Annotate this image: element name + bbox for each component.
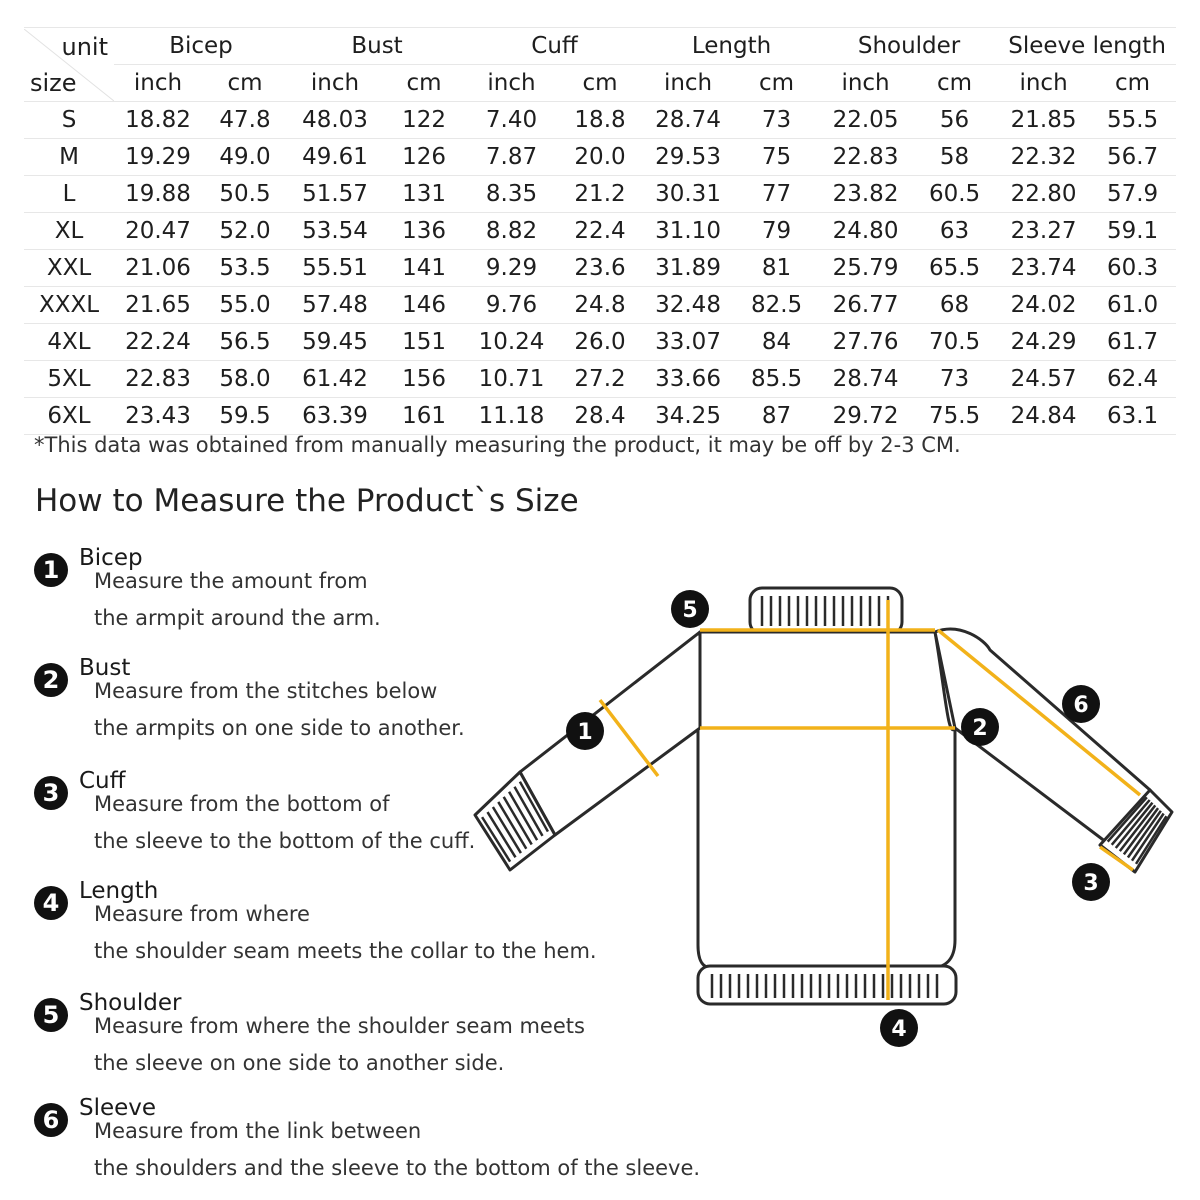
col-header: Shoulder	[820, 28, 998, 65]
table-row	[24, 176, 1176, 213]
step-description-line: Measure from where the shoulder seam meets	[94, 1014, 585, 1038]
step-number-icon: 2	[34, 663, 68, 697]
value-cell: 31.10	[643, 213, 733, 250]
badge-shoulder	[671, 590, 709, 628]
value-cell: 27.76	[820, 324, 911, 361]
value-cell: 56.7	[1089, 139, 1176, 176]
value-cell: 49.61	[288, 139, 382, 176]
value-cell: 18.82	[114, 102, 202, 139]
size-cell: M	[24, 139, 114, 176]
value-cell: 82.5	[733, 287, 820, 324]
table-row	[24, 213, 1176, 250]
section-title: How to Measure the Product`s Size	[35, 483, 579, 519]
value-cell: 24.29	[998, 324, 1089, 361]
value-cell: 30.31	[643, 176, 733, 213]
value-cell: 55.0	[202, 287, 288, 324]
value-cell: 22.05	[820, 102, 911, 139]
value-cell: 58.0	[202, 361, 288, 398]
value-cell: 22.83	[114, 361, 202, 398]
step-description-line: the armpit around the arm.	[94, 606, 381, 630]
value-cell: 141	[382, 250, 466, 287]
value-cell: 19.88	[114, 176, 202, 213]
value-cell: 23.82	[820, 176, 911, 213]
value-cell: 47.8	[202, 102, 288, 139]
size-cell: XXXL	[24, 287, 114, 324]
value-cell: 84	[733, 324, 820, 361]
unit-header-cell: inch	[643, 65, 733, 102]
col-header: Length	[643, 28, 820, 65]
unit-header-cell: inch	[114, 65, 202, 102]
unit-header-cell: cm	[911, 65, 998, 102]
value-cell: 73	[911, 361, 998, 398]
table-row	[24, 324, 1176, 361]
badge-sleeve	[1062, 685, 1100, 723]
badge-label: 1	[577, 720, 593, 745]
value-cell: 28.74	[643, 102, 733, 139]
value-cell: 34.25	[643, 398, 733, 435]
step-description-line: Measure from the stitches below	[94, 679, 438, 703]
value-cell: 10.71	[466, 361, 557, 398]
value-cell: 61.0	[1089, 287, 1176, 324]
col-header: Sleeve length	[998, 28, 1176, 65]
badge-label: 4	[891, 1017, 907, 1042]
sweater-outline	[475, 588, 1172, 1004]
value-cell: 23.43	[114, 398, 202, 435]
badge-label: 3	[1083, 871, 1099, 896]
value-cell: 20.0	[557, 139, 643, 176]
value-cell: 63.39	[288, 398, 382, 435]
step-title: Shoulder	[79, 990, 182, 1016]
step-title: Length	[79, 878, 159, 904]
value-cell: 21.85	[998, 102, 1089, 139]
value-cell: 32.48	[643, 287, 733, 324]
col-header: Bust	[288, 28, 466, 65]
value-cell: 31.89	[643, 250, 733, 287]
value-cell: 26.77	[820, 287, 911, 324]
step-number-icon: 5	[34, 998, 68, 1032]
value-cell: 77	[733, 176, 820, 213]
value-cell: 23.27	[998, 213, 1089, 250]
value-cell: 56	[911, 102, 998, 139]
value-cell: 60.3	[1089, 250, 1176, 287]
value-cell: 33.07	[643, 324, 733, 361]
value-cell: 22.4	[557, 213, 643, 250]
value-cell: 56.5	[202, 324, 288, 361]
size-cell: 5XL	[24, 361, 114, 398]
unit-header-cell: cm	[557, 65, 643, 102]
value-cell: 24.80	[820, 213, 911, 250]
value-cell: 21.2	[557, 176, 643, 213]
step-description-line: Measure from where	[94, 902, 310, 926]
value-cell: 29.53	[643, 139, 733, 176]
step-number-icon: 6	[34, 1103, 68, 1137]
value-cell: 53.5	[202, 250, 288, 287]
value-cell: 151	[382, 324, 466, 361]
value-cell: 53.54	[288, 213, 382, 250]
step-description-line: Measure from the link between	[94, 1119, 422, 1143]
size-cell: 6XL	[24, 398, 114, 435]
table-unit-row	[24, 65, 1176, 102]
table-row	[24, 139, 1176, 176]
unit-header-cell: cm	[1089, 65, 1176, 102]
value-cell: 23.74	[998, 250, 1089, 287]
step-number-icon: 4	[34, 886, 68, 920]
value-cell: 68	[911, 287, 998, 324]
value-cell: 146	[382, 287, 466, 324]
unit-header-cell: cm	[733, 65, 820, 102]
value-cell: 70.5	[911, 324, 998, 361]
value-cell: 65.5	[911, 250, 998, 287]
value-cell: 21.65	[114, 287, 202, 324]
step-description-line: the sleeve to the bottom of the cuff.	[94, 829, 476, 853]
value-cell: 59.45	[288, 324, 382, 361]
step-description-line: the armpits on one side to another.	[94, 716, 465, 740]
unit-header-cell: cm	[382, 65, 466, 102]
value-cell: 23.6	[557, 250, 643, 287]
value-cell: 20.47	[114, 213, 202, 250]
value-cell: 24.02	[998, 287, 1089, 324]
badge-label: 6	[1073, 693, 1089, 718]
value-cell: 59.1	[1089, 213, 1176, 250]
value-cell: 55.51	[288, 250, 382, 287]
size-cell: 4XL	[24, 324, 114, 361]
step-number-icon: 3	[34, 776, 68, 810]
value-cell: 19.29	[114, 139, 202, 176]
value-cell: 7.87	[466, 139, 557, 176]
value-cell: 24.57	[998, 361, 1089, 398]
value-cell: 122	[382, 102, 466, 139]
step-description-line: the shoulder seam meets the collar to the hem.	[94, 939, 597, 963]
table-row	[24, 287, 1176, 324]
value-cell: 62.4	[1089, 361, 1176, 398]
value-cell: 24.8	[557, 287, 643, 324]
value-cell: 27.2	[557, 361, 643, 398]
step-title: Bust	[79, 655, 131, 681]
value-cell: 28.4	[557, 398, 643, 435]
unit-header-cell: inch	[466, 65, 557, 102]
value-cell: 87	[733, 398, 820, 435]
value-cell: 49.0	[202, 139, 288, 176]
value-cell: 161	[382, 398, 466, 435]
value-cell: 21.06	[114, 250, 202, 287]
value-cell: 75	[733, 139, 820, 176]
step-number-icon: 1	[34, 553, 68, 587]
value-cell: 18.8	[557, 102, 643, 139]
value-cell: 57.9	[1089, 176, 1176, 213]
value-cell: 10.24	[466, 324, 557, 361]
table-row	[24, 102, 1176, 139]
step-description-line: Measure the amount from	[94, 569, 368, 593]
size-cell: S	[24, 102, 114, 139]
value-cell: 11.18	[466, 398, 557, 435]
value-cell: 55.5	[1089, 102, 1176, 139]
badge-bicep	[566, 712, 604, 750]
badge-length	[880, 1009, 918, 1047]
value-cell: 79	[733, 213, 820, 250]
value-cell: 26.0	[557, 324, 643, 361]
step-title: Bicep	[79, 545, 143, 571]
value-cell: 59.5	[202, 398, 288, 435]
col-header: Bicep	[114, 28, 288, 65]
sweater-measurement-diagram	[460, 580, 1190, 1060]
value-cell: 8.82	[466, 213, 557, 250]
unit-header-cell: inch	[820, 65, 911, 102]
value-cell: 29.72	[820, 398, 911, 435]
col-header: Cuff	[466, 28, 643, 65]
value-cell: 61.7	[1089, 324, 1176, 361]
value-cell: 52.0	[202, 213, 288, 250]
unit-header-cell: cm	[202, 65, 288, 102]
size-cell: XXL	[24, 250, 114, 287]
badge-cuff	[1072, 863, 1110, 901]
value-cell: 75.5	[911, 398, 998, 435]
size-cell: XL	[24, 213, 114, 250]
value-cell: 48.03	[288, 102, 382, 139]
value-cell: 85.5	[733, 361, 820, 398]
value-cell: 22.32	[998, 139, 1089, 176]
step-title: Sleeve	[79, 1095, 157, 1121]
value-cell: 63	[911, 213, 998, 250]
corner-size-label: size	[30, 68, 77, 97]
value-cell: 50.5	[202, 176, 288, 213]
badge-bust	[961, 708, 999, 746]
corner-unit-label: unit	[61, 32, 108, 61]
value-cell: 73	[733, 102, 820, 139]
value-cell: 61.42	[288, 361, 382, 398]
value-cell: 81	[733, 250, 820, 287]
table-row	[24, 361, 1176, 398]
unit-header-cell: inch	[288, 65, 382, 102]
step-description-line: the shoulders and the sleeve to the bottom of the sleeve.	[94, 1156, 701, 1180]
value-cell: 136	[382, 213, 466, 250]
value-cell: 24.84	[998, 398, 1089, 435]
badge-label: 5	[682, 598, 698, 623]
step-description-line: Measure from the bottom of	[94, 792, 390, 816]
table-corner-cell	[24, 28, 114, 102]
size-chart-table	[24, 27, 1176, 435]
value-cell: 51.57	[288, 176, 382, 213]
sweater-body	[698, 632, 955, 968]
value-cell: 33.66	[643, 361, 733, 398]
value-cell: 126	[382, 139, 466, 176]
value-cell: 7.40	[466, 102, 557, 139]
value-cell: 131	[382, 176, 466, 213]
value-cell: 9.76	[466, 287, 557, 324]
value-cell: 9.29	[466, 250, 557, 287]
size-cell: L	[24, 176, 114, 213]
step-title: Cuff	[79, 768, 126, 794]
hem-ribbing	[698, 966, 956, 1004]
step-description-line: the sleeve on one side to another side.	[94, 1051, 505, 1075]
value-cell: 156	[382, 361, 466, 398]
value-cell: 57.48	[288, 287, 382, 324]
value-cell: 58	[911, 139, 998, 176]
value-cell: 8.35	[466, 176, 557, 213]
left-sleeve	[520, 632, 700, 835]
table-row	[24, 398, 1176, 435]
badge-label: 2	[972, 716, 988, 741]
value-cell: 63.1	[1089, 398, 1176, 435]
value-cell: 22.24	[114, 324, 202, 361]
measurement-note: *This data was obtained from manually measuring the product, it may be off by 2-3 CM.	[34, 433, 961, 457]
value-cell: 28.74	[820, 361, 911, 398]
unit-header-cell: inch	[998, 65, 1089, 102]
value-cell: 22.80	[998, 176, 1089, 213]
table-row	[24, 250, 1176, 287]
value-cell: 60.5	[911, 176, 998, 213]
table-header-row	[24, 28, 1176, 65]
value-cell: 22.83	[820, 139, 911, 176]
value-cell: 25.79	[820, 250, 911, 287]
